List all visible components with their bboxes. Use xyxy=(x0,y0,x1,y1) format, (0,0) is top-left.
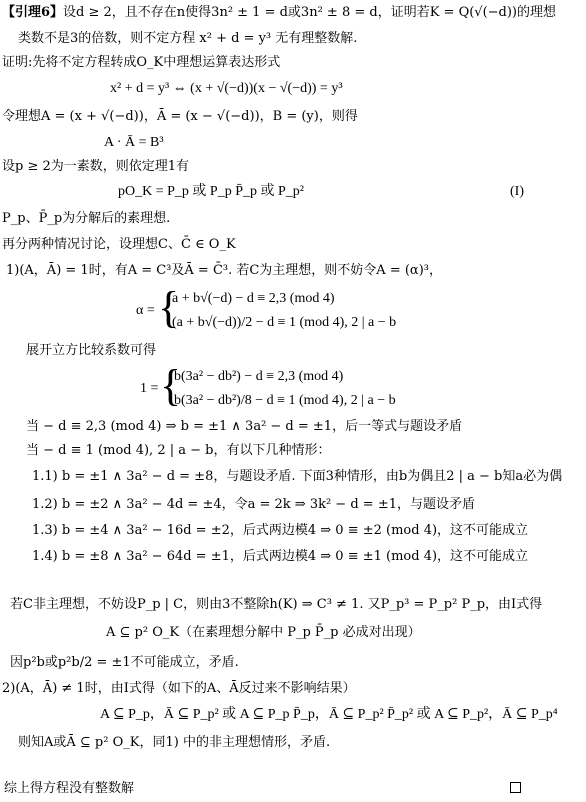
one-case-1: b(3a² − db²) − d ≡ 2,3 (mod 4) xyxy=(174,369,344,384)
equation-main: x² + d = y³ ⇔ (x + √(−d))(x − √(−d)) = y³ xyxy=(110,81,343,96)
alpha-case-2: (a + b√(−d))/2 − d ≡ 1 (mod 4), 2 | a − b xyxy=(172,315,397,330)
lemma-line-2: 类数不是3的倍数，则不定方程 x² + d = y³ 无有理整数解. xyxy=(18,31,358,46)
subcase-1-4: 1.4) b = ±8 ∧ 3a² − 64d = ±1，后式两边模4 ⇒ 0 ≡ ±1 (mod 4)，这不可能成立 xyxy=(32,549,529,564)
case-1: 1)(A，Ā) = 1时，有A = C³及Ā = C̄³. 若C为主理想，则不妨令A = (α)³， xyxy=(6,263,442,278)
equation-aab: A · Ā = B³ xyxy=(104,135,164,150)
subcase-1-1: 1.1) b = ±1 ∧ 3a² − d = ±8，与题设矛盾. 下面3种情形，由b为偶且2 | a − b知a必为偶 xyxy=(32,469,563,484)
prime-intro: 设p ≥ 2为一素数，则依定理1有 xyxy=(2,159,190,174)
prime-note: P_p、P̄_p为分解后的素理想. xyxy=(2,211,171,226)
case-2-conclusion: 则知A或Ā ⊆ p² O_K，同1) 中的非主理想情形，矛盾. xyxy=(18,735,331,750)
alpha-brace: { xyxy=(158,283,180,332)
non-principal-case: 若C非主理想，不妨设P_p | C，则由3不整除h(K) ⇒ C³ ≠ 1. 又P_p³ = P_p² P_p，由I式得 xyxy=(10,597,543,612)
final-conclusion: 综上得方程没有整数解 xyxy=(4,781,135,796)
alpha-case-1: a + b√(−d) − d ≡ 2,3 (mod 4) xyxy=(172,291,335,306)
one-case-2: b(3a² − db²)/8 − d ≡ 1 (mod 4), 2 | a − b xyxy=(174,393,396,408)
alpha-lhs: α = xyxy=(136,303,155,318)
when-case-2: 当 − d ≡ 1 (mod 4), 2 | a − b，有以下几种情形： xyxy=(26,443,331,458)
subcase-1-2: 1.2) b = ±2 ∧ 3a² − 4d = ±4，令a = 2k ⇒ 3k² − d = ±1，与题设矛盾 xyxy=(32,497,475,512)
equation-pok: pO_K = P_p 或 P_p P̄_p 或 P_p² xyxy=(118,184,304,199)
containment: A ⊆ p² O_K（在素理想分解中 P_p P̄_p 必成对出现） xyxy=(106,625,421,640)
case-2-containments: A ⊆ P_p，Ā ⊆ P_p² 或 A ⊆ P_p P̄_p，Ā ⊆ P_p² P̄_p² 或 A ⊆ P_p²，Ā ⊆ P_p⁴ xyxy=(100,707,558,722)
subcase-1-3: 1.3) b = ±4 ∧ 3a² − 16d = ±2，后式两边模4 ⇒ 0 ≡ ±2 (mod 4)，这不可能成立 xyxy=(32,523,529,538)
cases-intro: 再分两种情况讨论，设理想C、C̄ ∈ O_K xyxy=(2,237,236,252)
ideals-definition: 令理想A = (x + √(−d))，Ā = (x − √(−d))，B = (y)，则得 xyxy=(2,109,358,124)
qed-box xyxy=(510,782,521,793)
lemma-body-1: 设d ≥ 2，且不存在n使得3n² ± 1 = d或3n² ± 8 = d，证明若K = Q(√(−d))的理想 xyxy=(63,5,557,20)
lemma-label: 【引理6】 xyxy=(2,5,64,20)
proof-intro: 证明:先将不定方程转成O_K中理想运算表达形式 xyxy=(2,55,281,70)
contradiction-1: 因p²b或p²b/2 = ±1不可能成立，矛盾. xyxy=(10,655,239,670)
one-lhs: 1 = xyxy=(140,381,159,396)
one-brace: { xyxy=(160,361,182,410)
equation-tag: (I) xyxy=(510,184,524,199)
expand-note: 展开立方比较系数可得 xyxy=(26,343,157,358)
lemma-line-1 xyxy=(2,6,556,19)
when-case-1: 当 − d ≡ 2,3 (mod 4) ⇒ b = ±1 ∧ 3a² − d = ±1，后一等式与题设矛盾 xyxy=(26,419,463,434)
case-2: 2)(A，Ā) ≠ 1时，由I式得（如下的A、Ā反过来不影响结果） xyxy=(2,681,356,696)
